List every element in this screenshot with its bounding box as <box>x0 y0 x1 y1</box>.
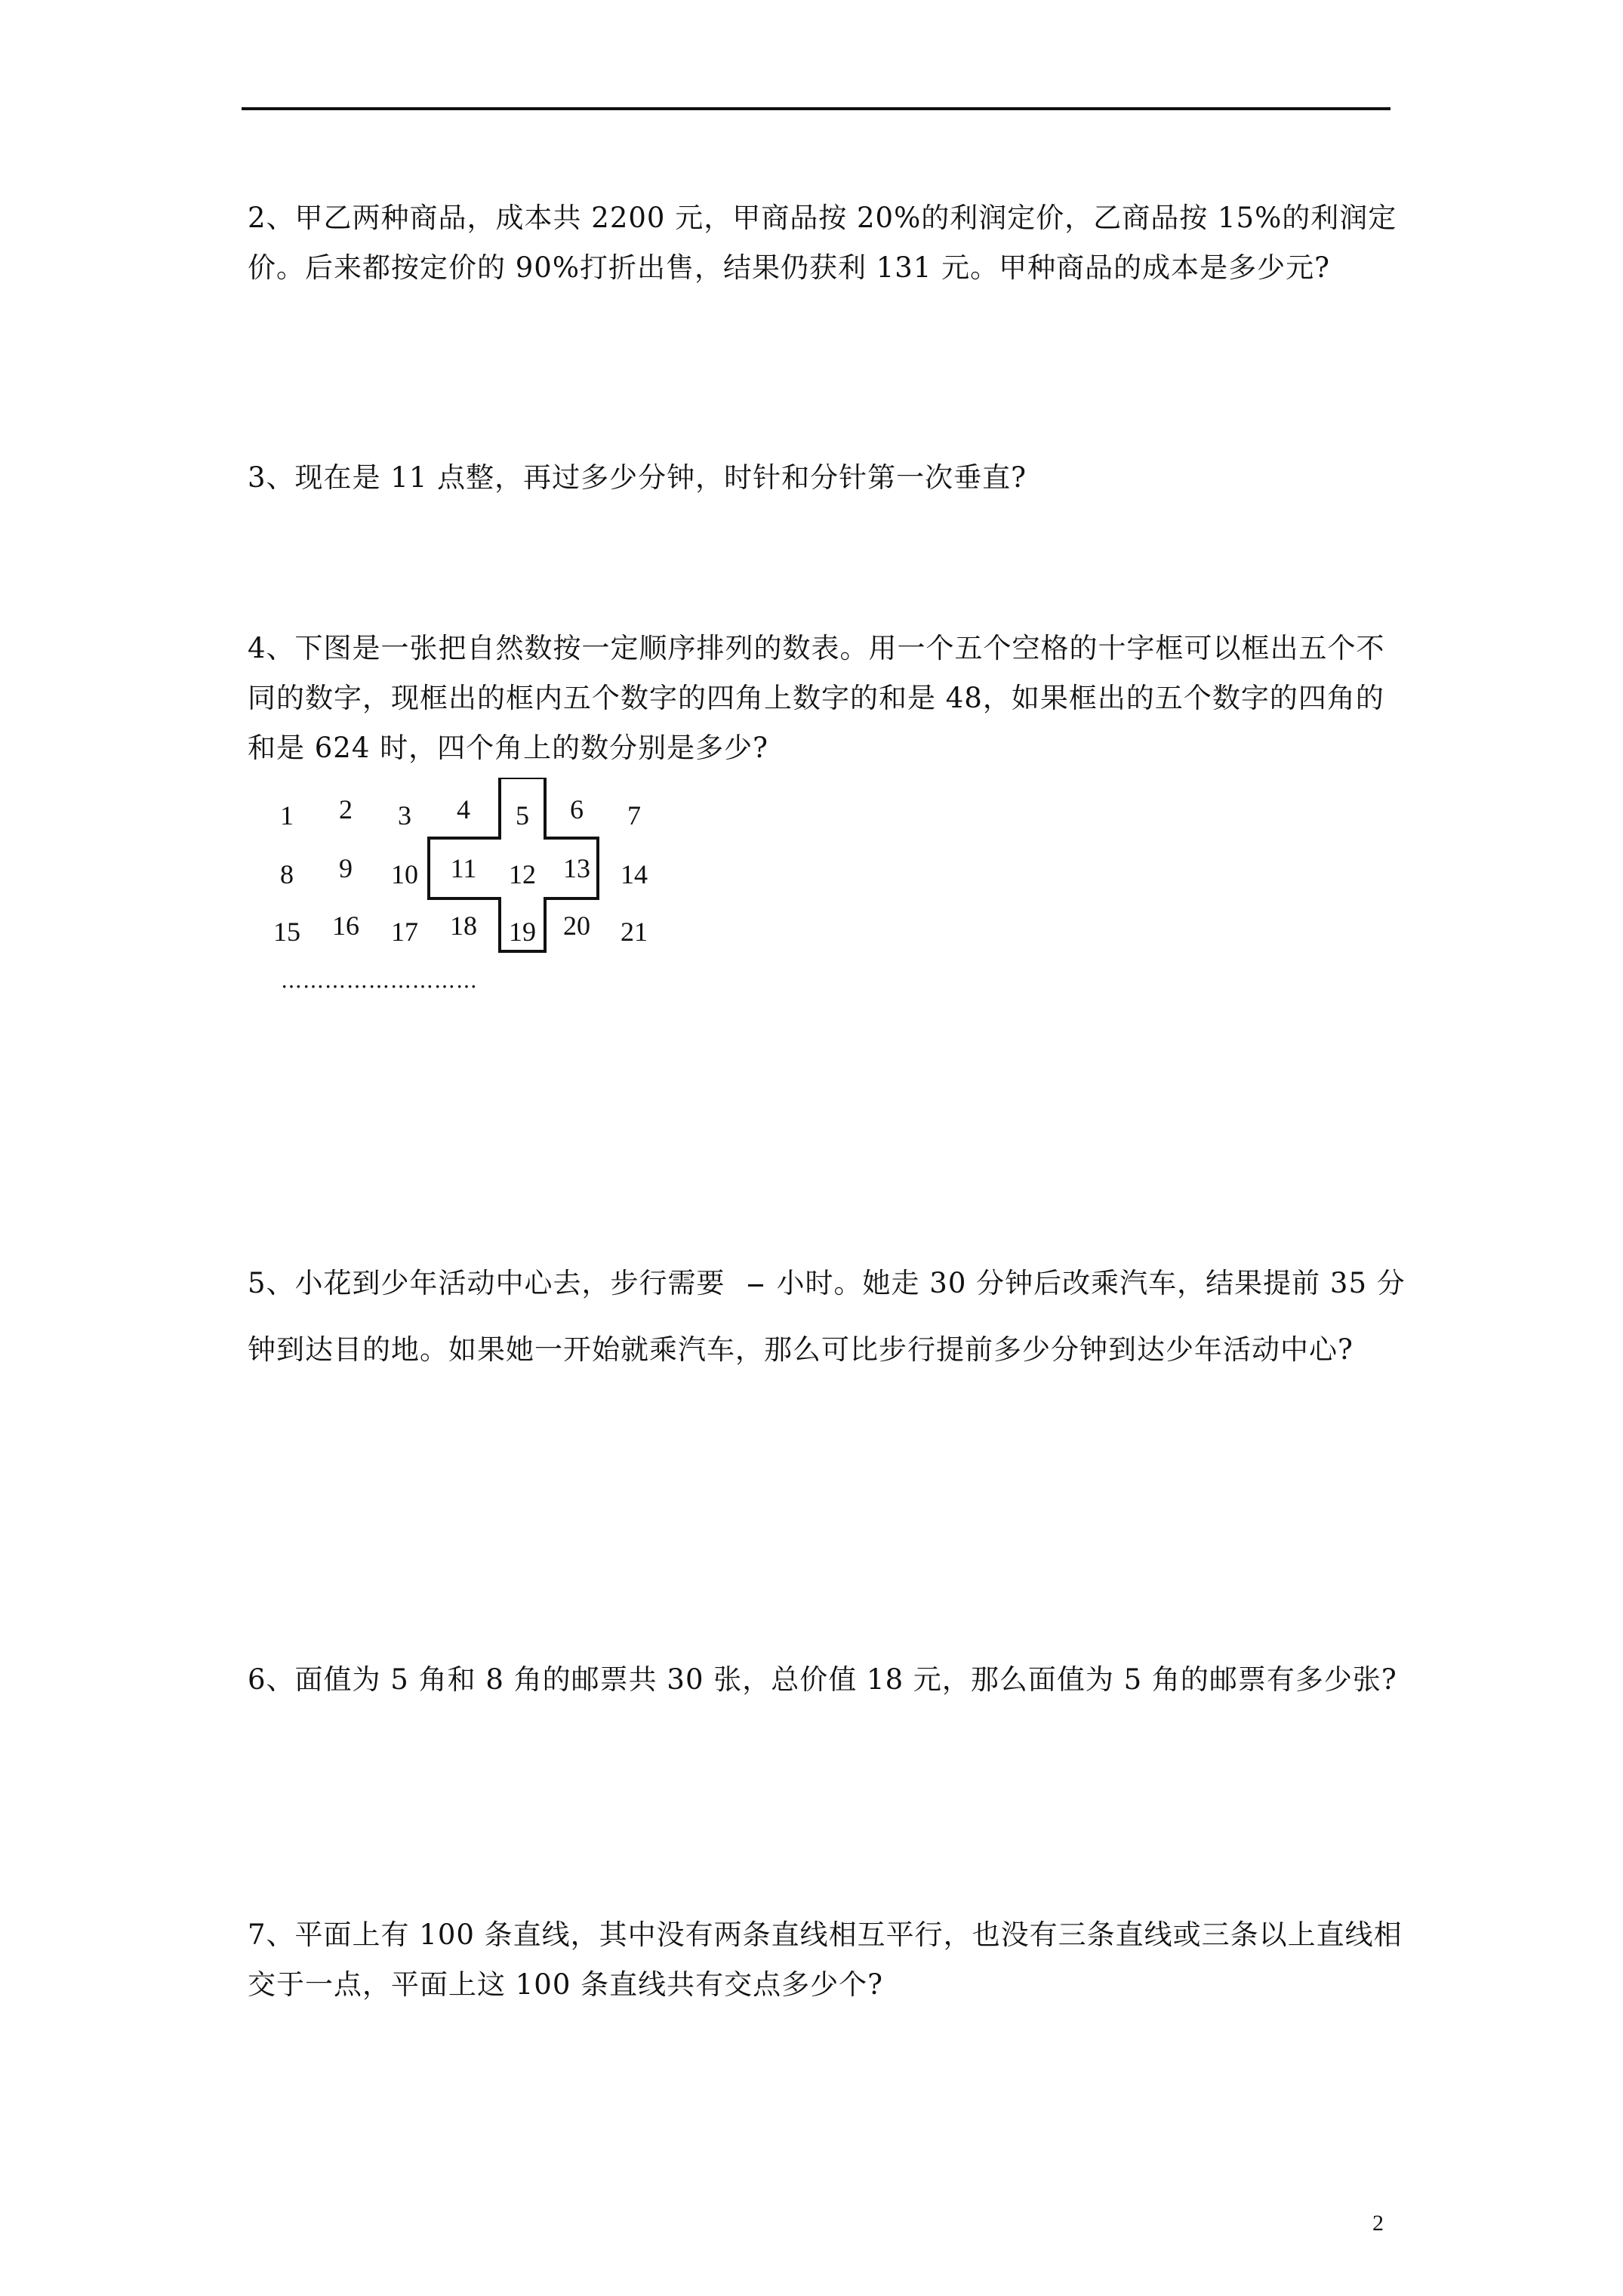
question-5-line-1b: 小时。她走 30 分钟后改乘汽车，结果提前 35 分 <box>776 1267 1406 1299</box>
table-cell: 15 <box>273 917 300 947</box>
table-cell: 21 <box>621 917 648 947</box>
question-6-line-1: 6、面值为 5 角和 8 角的邮票共 30 张，总价值 18 元，那么面值为 5 角的邮票有多少张? <box>248 1663 1397 1696</box>
table-cell: 13 <box>563 853 590 883</box>
question-5-line-2: 钟到达目的地。如果她一开始就乘汽车，那么可比步行提前多少分钟到达少年活动中心? <box>248 1333 1354 1366</box>
table-cell: 4 <box>457 794 470 824</box>
question-4-line-3: 和是 624 时，四个角上的数分别是多少? <box>248 732 768 764</box>
question-4-line-2: 同的数字，现框出的框内五个数字的四角上数字的和是 48，如果框出的五个数字的四角的 <box>248 682 1384 714</box>
table-cell: 19 <box>509 917 536 947</box>
table-cell: 9 <box>339 853 353 883</box>
table-cell: 11 <box>450 853 477 883</box>
question-7-line-2: 交于一点，平面上这 100 条直线共有交点多少个? <box>248 1968 883 2001</box>
question-3-line-1: 3、现在是 11 点整，再过多少分钟，时针和分针第一次垂直? <box>248 461 1027 494</box>
question-2-line-1: 2、甲乙两种商品，成本共 2200 元，甲商品按 20%的利润定价，乙商品按 15%的利润定 <box>248 202 1397 234</box>
question-2 <box>248 193 1395 293</box>
header-rule <box>242 107 1390 110</box>
question-5-line-1 <box>248 1250 1406 1317</box>
table-cell: 5 <box>516 800 529 831</box>
table-cell: 17 <box>391 917 418 947</box>
table-cell: 2 <box>339 794 353 824</box>
table-cell: 8 <box>280 859 294 889</box>
table-cell: 7 <box>627 800 641 831</box>
question-4 <box>248 624 1395 773</box>
question-5-line-1a: 5、小花到少年活动中心去，步行需要 <box>248 1267 725 1299</box>
table-cell: 1 <box>280 800 294 831</box>
table-cell: 20 <box>563 911 590 941</box>
question-5 <box>248 1250 1406 1383</box>
question-7-line-1: 7、平面上有 100 条直线，其中没有两条直线相互平行，也没有三条直线或三条以上直线相 <box>248 1918 1403 1951</box>
question-2-line-2: 价。后来都按定价的 90%打折出售，结果仍获利 131 元。甲种商品的成本是多少元? <box>248 251 1330 284</box>
fraction-bar <box>748 1284 763 1287</box>
question-3 <box>248 453 1395 503</box>
table-cell: 12 <box>509 859 536 889</box>
table-cell: 3 <box>398 800 411 831</box>
question-7 <box>248 1910 1403 2010</box>
table-cell: 10 <box>391 859 418 889</box>
table-continuation: ……………………… <box>281 968 478 993</box>
table-cell: 6 <box>570 794 584 824</box>
table-cell: 18 <box>450 911 477 941</box>
table-cell: 14 <box>621 859 648 889</box>
question-4-line-1: 4、下图是一张把自然数按一定顺序排列的数表。用一个五个空格的十字框可以框出五个不 <box>248 632 1385 664</box>
table-cell: 16 <box>332 911 359 941</box>
page-number: 2 <box>1372 2211 1384 2236</box>
question-6 <box>248 1655 1395 1705</box>
